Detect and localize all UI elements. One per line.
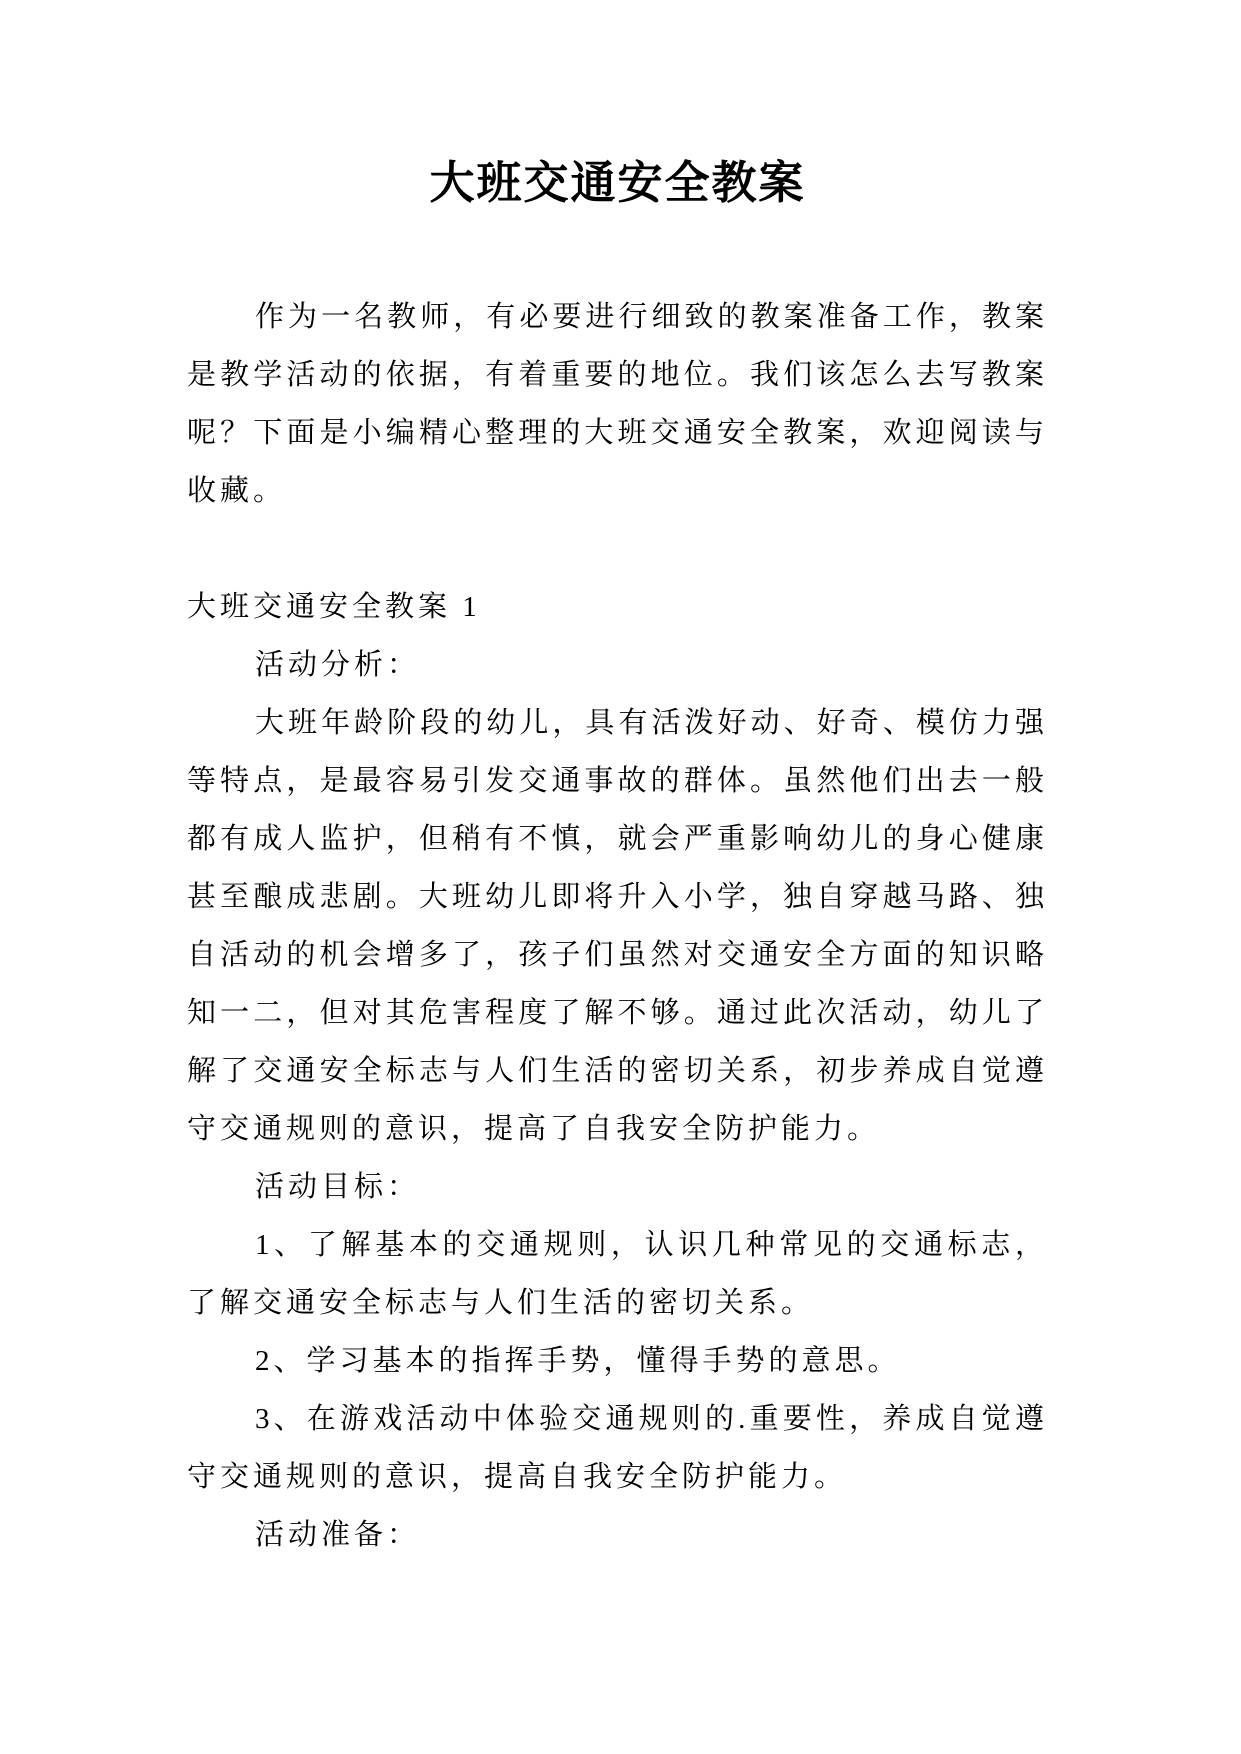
intro-paragraph: 作为一名教师，有必要进行细致的教案准备工作，教案是教学活动的依据，有着重要的地位。我们该怎么去写教案呢？下面是小编精心整理的大班交通安全教案，欢迎阅读与收藏。 [187,301,1048,507]
goal-item-3: 3、在游戏活动中体验交通规则的.重要性，养成自觉遵守交通规则的意识，提高自我安全防护能力。 [187,1403,1048,1493]
activity-goals-label: 活动目标： [255,1171,421,1203]
goal-item-2: 2、学习基本的指挥手势，懂得手势的意思。 [255,1345,901,1377]
activity-analysis-label: 活动分析： [255,649,421,681]
activity-preparation-label: 活动准备： [255,1519,421,1551]
section-heading-lesson-1: 大班交通安全教案 1 [187,591,481,623]
document-title: 大班交通安全教案 [429,158,806,208]
activity-analysis-paragraph: 大班年龄阶段的幼儿，具有活泼好动、好奇、模仿力强等特点，是最容易引发交通事故的群体。虽然他们出去一般都有成人监护，但稍有不慎，就会严重影响幼儿的身心健康甚至酿成悲剧。大班幼儿即将升入小学，独自穿越马路、独自活动的机会增多了，孩子们虽然对交通安全方面的知识略知一二，但对其危害程度了解不够。通过此次活动，幼儿了解了交通安全标志与人们生活的密切关系，初步养成自觉遵守交通规则的意识，提高了自我安全防护能力。 [187,707,1048,1145]
goal-item-1: 1、了解基本的交通规则，认识几种常见的交通标志，了解交通安全标志与人们生活的密切关系。 [187,1229,1048,1319]
